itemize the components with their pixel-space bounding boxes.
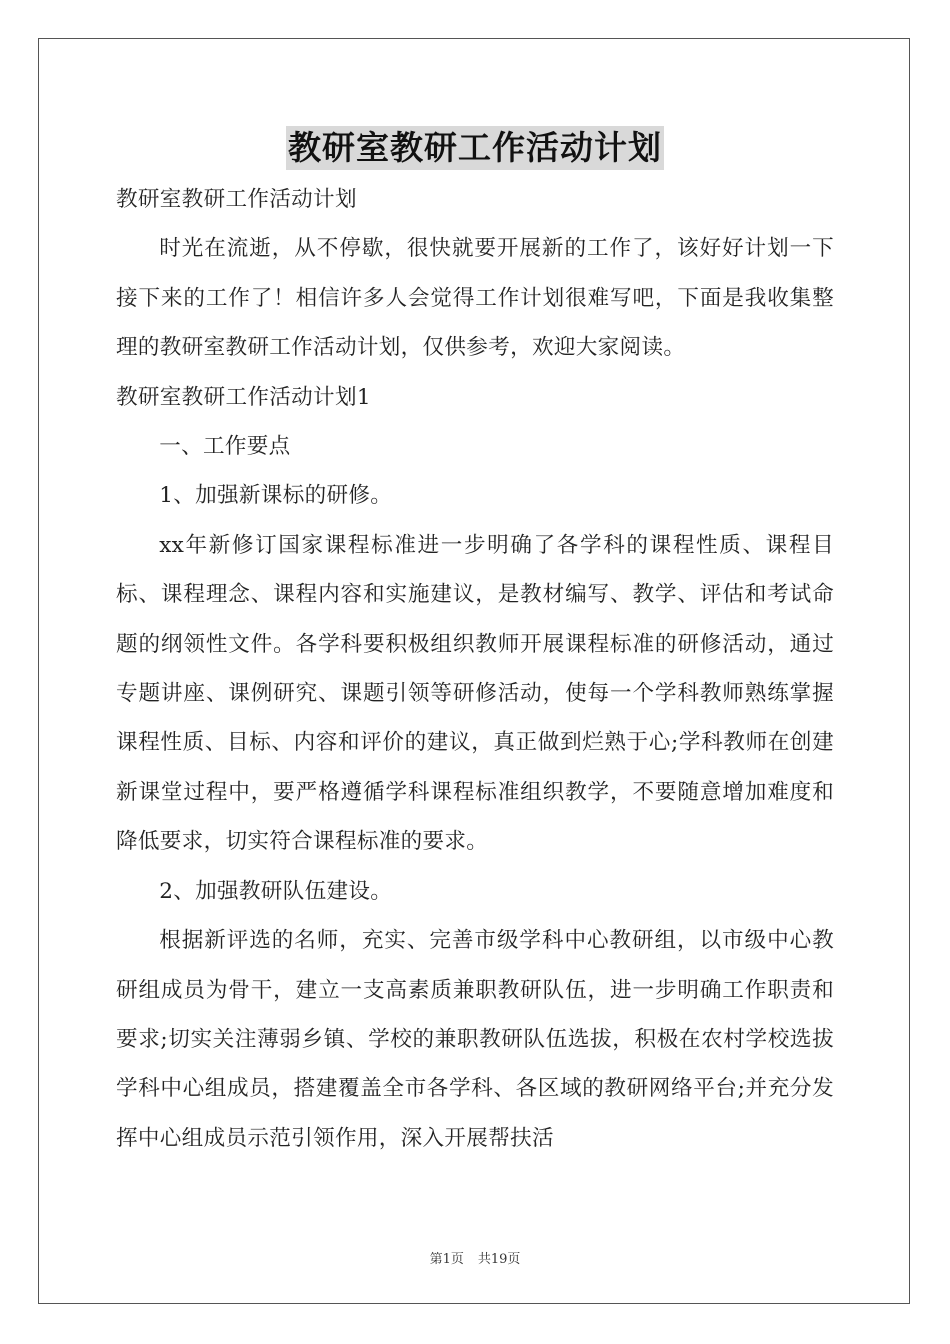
page-number: 第1页: [429, 1252, 464, 1267]
document-body: [116, 175, 834, 1163]
paragraph: 一、工作要点: [159, 434, 291, 460]
paragraph: 根据新评选的名师，充实、完善市级学科中心教研组，以市级中心教研组成员为骨干，建立一支高素质兼职教研队伍，进一步明确工作职责和要求;切实关注薄弱乡镇、学校的兼职教研队伍选拔，积极在农村学校选拔学科中心组成员，搭建覆盖全市各学科、各区域的教研网络平台;并充分发挥中心组成员示范引领作用，深入开展帮扶活: [116, 928, 834, 1151]
paragraph: 2、加强教研队伍建设。: [159, 878, 393, 904]
document-title: 教研室教研工作活动计划: [286, 126, 664, 170]
page-footer: [0, 1248, 950, 1267]
page-total: 共19页: [477, 1252, 521, 1267]
paragraph: 教研室教研工作活动计划1: [116, 384, 371, 410]
paragraph: xx年新修订国家课程标准进一步明确了各学科的课程性质、课程目标、课程理念、课程内容和实施建议，是教材编写、教学、评估和考试命题的纲领性文件。各学科要积极组织教师开展课程标准的研修活动，通过专题讲座、课例研究、课题引领等研修活动，使每一个学科教师熟练掌握课程性质、目标、内容和评价的建议，真正做到烂熟于心;学科教师在创建新课堂过程中，要严格遵循学科课程标准组织教学，不要随意增加难度和降低要求，切实符合课程标准的要求。: [116, 532, 834, 855]
paragraph: 时光在流逝，从不停歇，很快就要开展新的工作了，该好好计划一下接下来的工作了！相信许多人会觉得工作计划很难写吧，下面是我收集整理的教研室教研工作活动计划，仅供参考，欢迎大家阅读。: [116, 236, 834, 361]
paragraph: 教研室教研工作活动计划: [116, 187, 357, 212]
paragraph: 1、加强新课标的研修。: [159, 483, 393, 509]
title-area: [0, 126, 950, 170]
